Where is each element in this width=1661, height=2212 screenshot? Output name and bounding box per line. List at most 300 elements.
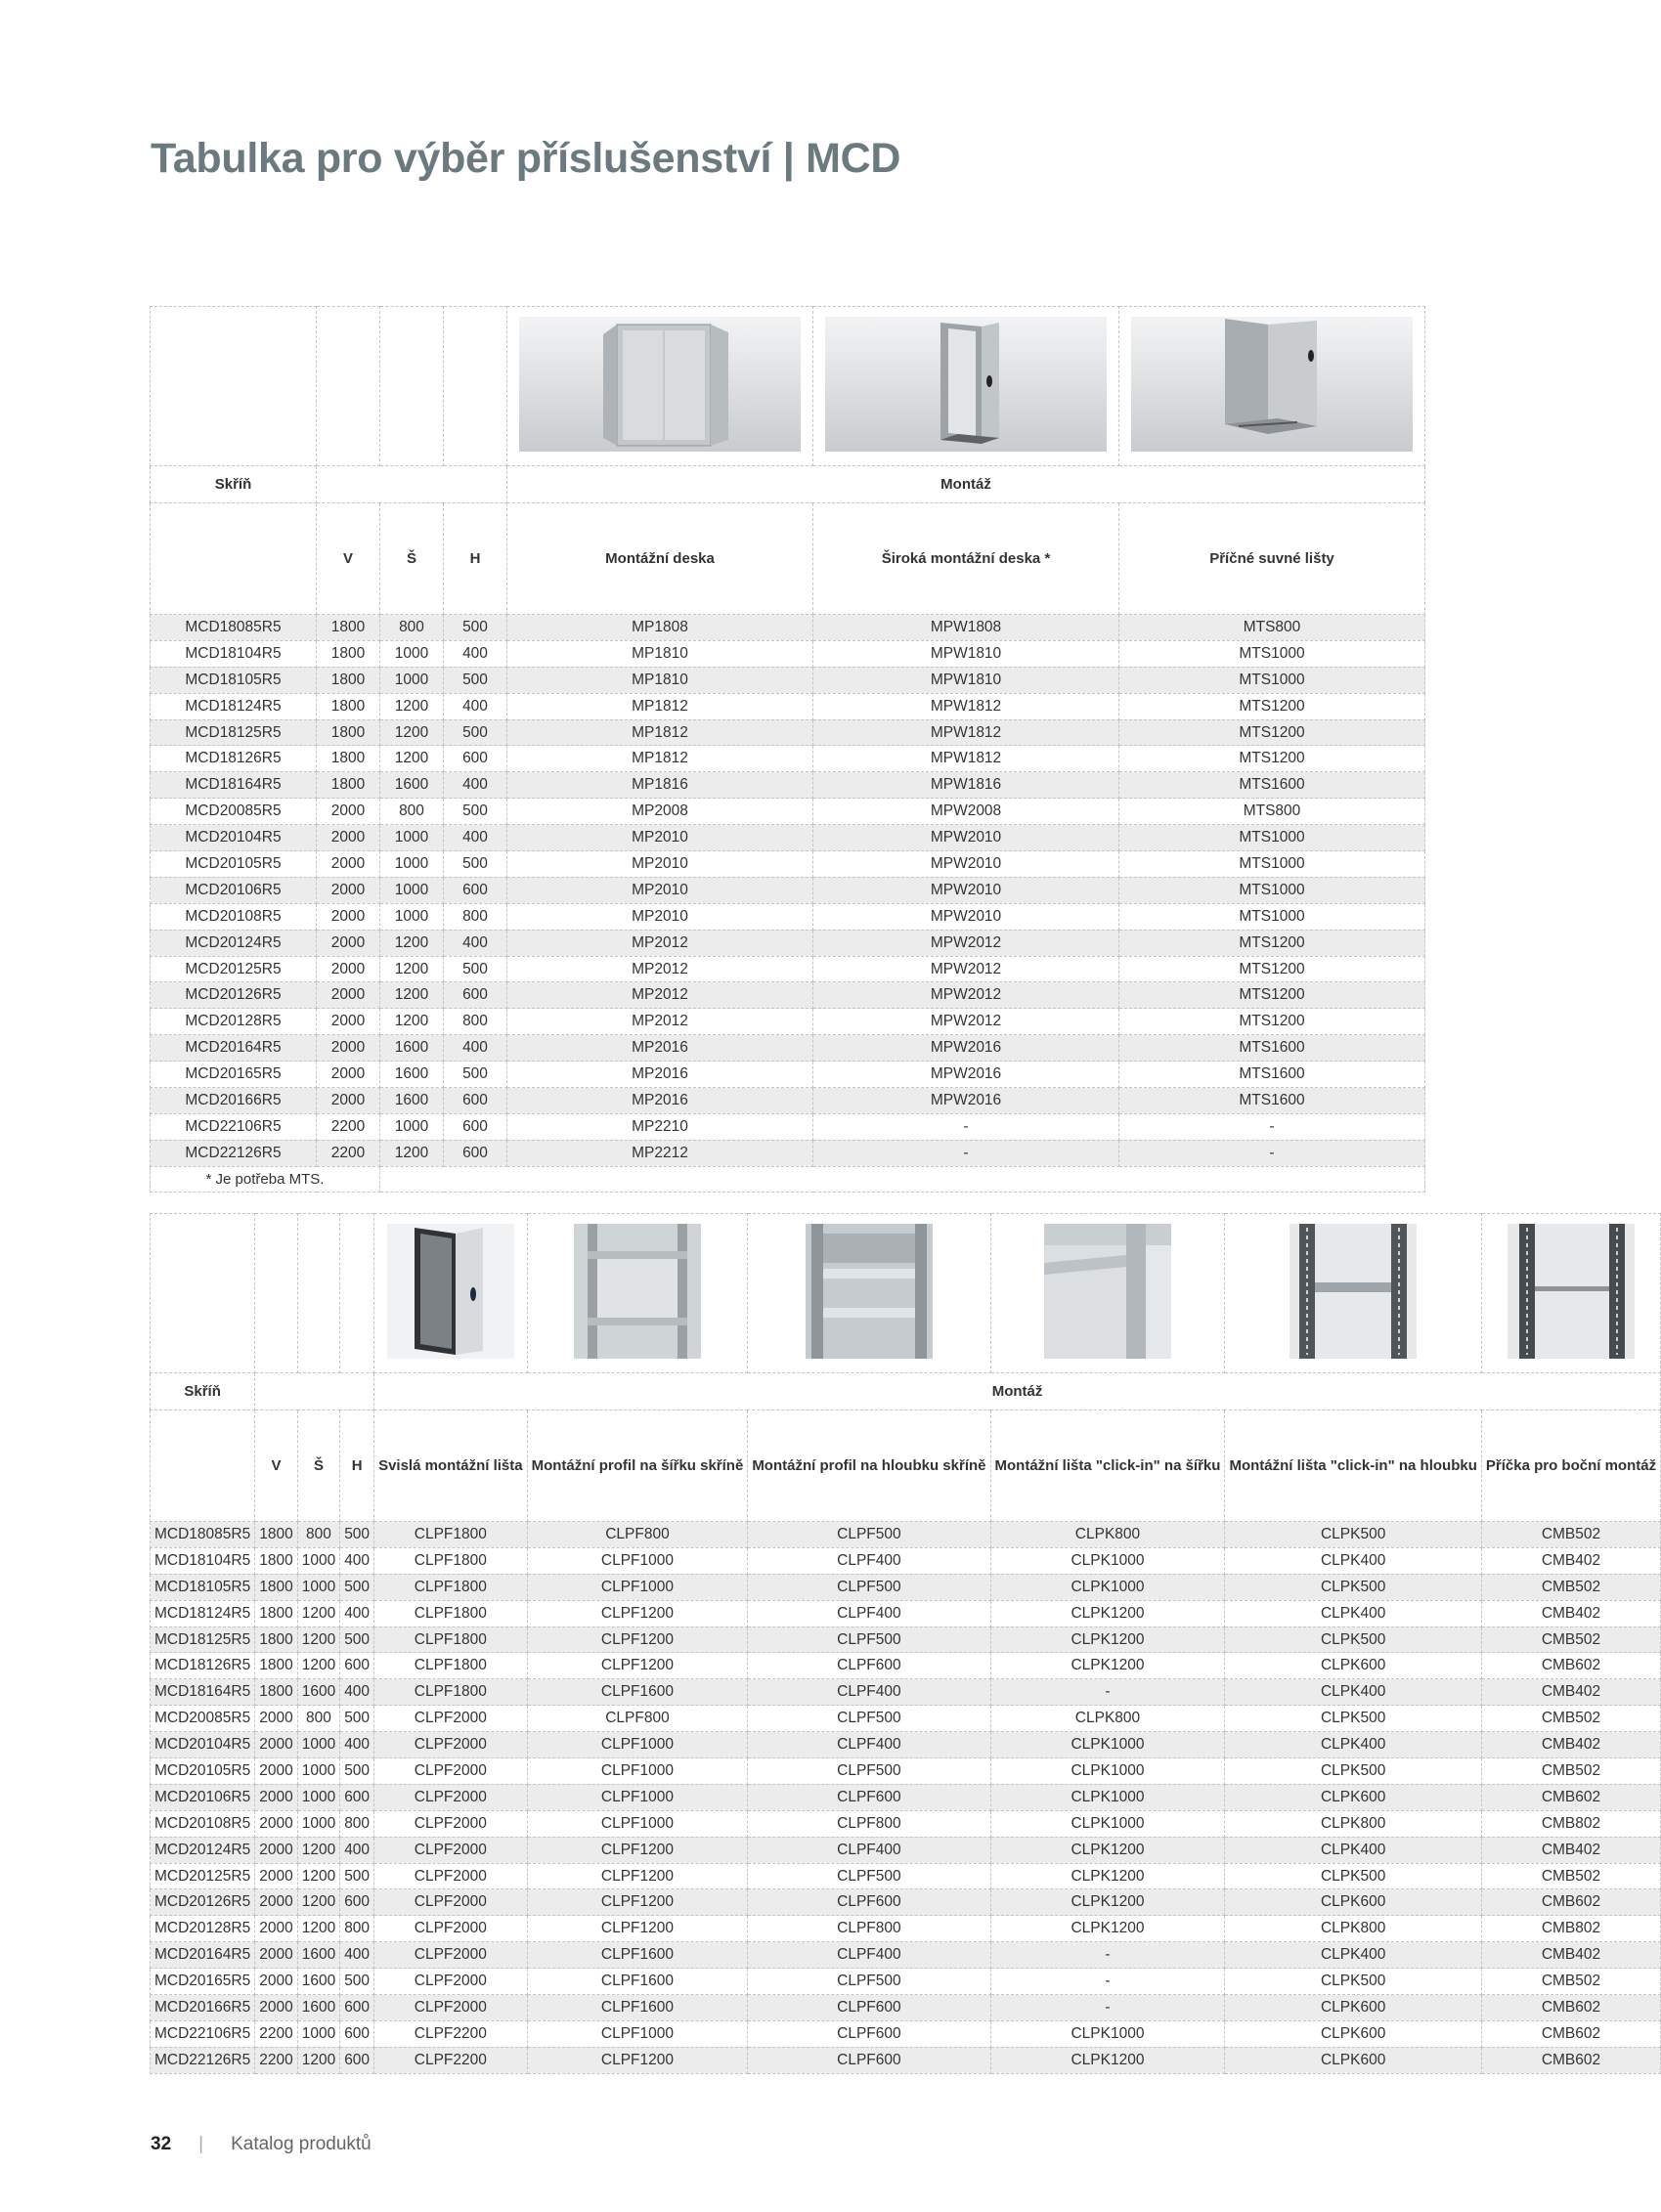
cabinet-code-cell: MCD18085R5 xyxy=(151,1522,255,1548)
click-in-depth-photo xyxy=(1289,1224,1417,1359)
table-cell: CLPF400 xyxy=(748,1732,990,1758)
table-row xyxy=(151,956,1425,982)
table-cell: CLPF2000 xyxy=(374,1995,528,2021)
cabinet-code-cell: MCD18164R5 xyxy=(151,1679,255,1706)
col-header-h: H xyxy=(340,1410,374,1522)
table-row xyxy=(151,1916,1661,1942)
table-cell: CMB602 xyxy=(1481,1653,1660,1679)
table-cell: 500 xyxy=(340,1626,374,1653)
table-cell: MTS1600 xyxy=(1119,1062,1425,1088)
table-cell: CLPF2000 xyxy=(374,1916,528,1942)
table-row xyxy=(151,746,1425,772)
table-cell: CMB502 xyxy=(1481,1969,1660,1995)
table-cell: 1800 xyxy=(255,1600,297,1626)
table-cell: 1200 xyxy=(297,1863,339,1889)
group-header-mounting: Montáž xyxy=(507,466,1425,503)
cabinet-code-cell: MCD18105R5 xyxy=(151,1574,255,1600)
table-cell: CLPK1000 xyxy=(990,1732,1225,1758)
table-cell: 500 xyxy=(340,1758,374,1785)
table-cell: 800 xyxy=(444,903,507,930)
table-cell: 1800 xyxy=(255,1522,297,1548)
cabinet-code-cell: MCD20128R5 xyxy=(151,1009,317,1035)
table-cell: CLPK500 xyxy=(1225,1574,1481,1600)
table-cell: CLPF1000 xyxy=(527,1547,748,1574)
table-cell: CLPF1200 xyxy=(527,1600,748,1626)
table-cell: 2000 xyxy=(255,1758,297,1785)
table-cell: MTS1000 xyxy=(1119,851,1425,878)
table-cell: 1800 xyxy=(317,640,380,667)
table-cell: - xyxy=(1119,1140,1425,1166)
page-title: Tabulka pro výběr příslušenství | MCD xyxy=(151,135,901,182)
table-cell: 2000 xyxy=(317,982,380,1009)
table-cell: 2000 xyxy=(255,1706,297,1732)
table-cell: 500 xyxy=(444,799,507,825)
table-cell: CLPF600 xyxy=(748,1653,990,1679)
table-cell: 400 xyxy=(444,640,507,667)
table-cell: 1000 xyxy=(297,2020,339,2047)
group-header-row xyxy=(151,466,1425,503)
table-cell: 1000 xyxy=(380,667,444,693)
group-header-mounting: Montáž xyxy=(374,1373,1661,1410)
table-cell: 500 xyxy=(340,1863,374,1889)
table-cell: 800 xyxy=(340,1810,374,1837)
table-cell: 1600 xyxy=(297,1679,339,1706)
table-cell: 1800 xyxy=(317,772,380,799)
table-cell: CLPK1200 xyxy=(990,1626,1225,1653)
table-cell: 2000 xyxy=(317,799,380,825)
cabinet-code-cell: MCD20085R5 xyxy=(151,799,317,825)
table-cell: CLPF400 xyxy=(748,1679,990,1706)
table-cell: CLPK500 xyxy=(1225,1758,1481,1785)
table-cell: 1000 xyxy=(380,877,444,903)
table-cell: 400 xyxy=(444,825,507,851)
table-cell: MP1810 xyxy=(507,640,813,667)
cabinet-code-cell: MCD18104R5 xyxy=(151,640,317,667)
table-cell: MTS1200 xyxy=(1119,746,1425,772)
table-cell: 2000 xyxy=(317,851,380,878)
table-cell: 600 xyxy=(340,1653,374,1679)
table-cell: MP2008 xyxy=(507,799,813,825)
table-cell: MTS1200 xyxy=(1119,719,1425,746)
table-cell: 600 xyxy=(444,982,507,1009)
table-cell: 600 xyxy=(340,1784,374,1810)
table-cell: CLPK400 xyxy=(1225,1547,1481,1574)
table-cell: 800 xyxy=(297,1522,339,1548)
table-cell: CLPK1200 xyxy=(990,1889,1225,1916)
table-cell: CLPF1800 xyxy=(374,1679,528,1706)
table-row xyxy=(151,1574,1661,1600)
table-cell: CLPF2000 xyxy=(374,1732,528,1758)
image-row xyxy=(151,1214,1661,1373)
table-cell: MPW2012 xyxy=(813,930,1119,956)
table-cell: MTS1600 xyxy=(1119,1088,1425,1114)
table-cell: 600 xyxy=(340,1995,374,2021)
table-cell: - xyxy=(813,1140,1119,1166)
table-cell: - xyxy=(990,1679,1225,1706)
table-cell: 500 xyxy=(444,667,507,693)
table-row xyxy=(151,851,1425,878)
table-cell: CLPF2000 xyxy=(374,1969,528,1995)
table-cell: 1200 xyxy=(297,1837,339,1863)
cabinet-code-cell: MCD20085R5 xyxy=(151,1706,255,1732)
table-cell: 2200 xyxy=(317,1140,380,1166)
table-cell: CLPF1200 xyxy=(527,1653,748,1679)
col-header-click-in-width: Montážní lišta "click-in" na šířku xyxy=(990,1410,1225,1522)
table-cell: 2200 xyxy=(255,2020,297,2047)
table-cell: CLPK1200 xyxy=(990,1863,1225,1889)
table-cell: CMB802 xyxy=(1481,1810,1660,1837)
table-cell: CLPF2000 xyxy=(374,1837,528,1863)
table-cell: CLPF1200 xyxy=(527,1889,748,1916)
cabinet-code-cell: MCD20104R5 xyxy=(151,1732,255,1758)
table-cell: CLPF500 xyxy=(748,1863,990,1889)
table-row xyxy=(151,1863,1661,1889)
table-cell: 1000 xyxy=(297,1574,339,1600)
table-row xyxy=(151,719,1425,746)
table-cell: CLPF400 xyxy=(748,1942,990,1969)
table-cell: MPW2016 xyxy=(813,1062,1119,1088)
table-cell: 1000 xyxy=(380,825,444,851)
table-cell: CLPK1000 xyxy=(990,1810,1225,1837)
table-row xyxy=(151,1784,1661,1810)
table-cell: CMB802 xyxy=(1481,1916,1660,1942)
table-row xyxy=(151,1653,1661,1679)
table-cell: MTS1000 xyxy=(1119,667,1425,693)
table-cell: 1200 xyxy=(380,719,444,746)
table-cell: 1200 xyxy=(380,982,444,1009)
table-cell: 2000 xyxy=(255,1784,297,1810)
table-cell: 1600 xyxy=(297,1942,339,1969)
table-cell: CLPK1200 xyxy=(990,1916,1225,1942)
table-cell: CLPF400 xyxy=(748,1600,990,1626)
table-cell: CLPF2000 xyxy=(374,1758,528,1785)
table-cell: 1200 xyxy=(380,693,444,719)
table-cell: 1000 xyxy=(380,903,444,930)
table-cell: MP2010 xyxy=(507,903,813,930)
table-cell: 1800 xyxy=(255,1547,297,1574)
table-cell: CLPK1200 xyxy=(990,2047,1225,2073)
table-cell: CLPK500 xyxy=(1225,1706,1481,1732)
footnote: * Je potřeba MTS. xyxy=(151,1166,380,1192)
table-cell: MTS1600 xyxy=(1119,1035,1425,1062)
table-cell: 600 xyxy=(444,1088,507,1114)
table-cell: 2000 xyxy=(317,956,380,982)
col-header-depth-profile: Montážní profil na hloubku skříně xyxy=(748,1410,990,1522)
table-cell: 1200 xyxy=(380,956,444,982)
table-cell: MPW2010 xyxy=(813,877,1119,903)
cabinet-code-cell: MCD18126R5 xyxy=(151,1653,255,1679)
cabinet-code-cell: MCD20125R5 xyxy=(151,1863,255,1889)
table-cell: MP1812 xyxy=(507,693,813,719)
table-cell: CLPF500 xyxy=(748,1522,990,1548)
col-header-v: V xyxy=(255,1410,297,1522)
depth-profile-photo xyxy=(806,1224,933,1359)
image-row xyxy=(151,307,1425,466)
table-cell: MPW2016 xyxy=(813,1035,1119,1062)
table-cell: 1800 xyxy=(317,615,380,641)
table-cell: CLPF2000 xyxy=(374,1889,528,1916)
table-cell: 1000 xyxy=(380,851,444,878)
table-cell: MP2210 xyxy=(507,1113,813,1140)
table-cell: CLPF800 xyxy=(748,1810,990,1837)
table-cell: MTS1200 xyxy=(1119,693,1425,719)
table-cell: CLPF1800 xyxy=(374,1522,528,1548)
table-cell: MTS1000 xyxy=(1119,877,1425,903)
page-footer xyxy=(151,2134,372,2155)
table-row xyxy=(151,1088,1425,1114)
table-cell: CLPF1200 xyxy=(527,2047,748,2073)
table-cell: CLPF1200 xyxy=(527,1916,748,1942)
table-cell: 400 xyxy=(340,1732,374,1758)
table-row xyxy=(151,799,1425,825)
table-cell: CLPF1000 xyxy=(527,1784,748,1810)
table-cell: CLPF2000 xyxy=(374,1942,528,1969)
table-cell: CLPF2200 xyxy=(374,2020,528,2047)
table-cell: - xyxy=(813,1113,1119,1140)
cabinet-code-cell: MCD18125R5 xyxy=(151,1626,255,1653)
table-cell: MP2010 xyxy=(507,825,813,851)
table-cell: 2000 xyxy=(317,930,380,956)
table-cell: 1200 xyxy=(297,1916,339,1942)
table-cell: 1800 xyxy=(255,1679,297,1706)
note-row xyxy=(151,1166,1425,1192)
table-cell: MPW2012 xyxy=(813,1009,1119,1035)
table-cell: 1000 xyxy=(297,1547,339,1574)
table-cell: CLPF500 xyxy=(748,1706,990,1732)
cabinet-code-cell: MCD20108R5 xyxy=(151,1810,255,1837)
cabinet-code-cell: MCD20164R5 xyxy=(151,1035,317,1062)
cabinet-code-cell: MCD20125R5 xyxy=(151,956,317,982)
table-cell: MTS1000 xyxy=(1119,825,1425,851)
table-cell: 2000 xyxy=(255,1863,297,1889)
table-cell: 600 xyxy=(444,877,507,903)
table-row xyxy=(151,982,1425,1009)
table-cell: 2000 xyxy=(255,1995,297,2021)
table-cell: CLPF1000 xyxy=(527,1732,748,1758)
table-row xyxy=(151,772,1425,799)
table-cell: 800 xyxy=(380,799,444,825)
table-row xyxy=(151,1706,1661,1732)
table-row xyxy=(151,1626,1661,1653)
table-cell: MP2012 xyxy=(507,930,813,956)
table-cell: MP2012 xyxy=(507,1009,813,1035)
table-cell: MPW1812 xyxy=(813,693,1119,719)
table-row xyxy=(151,693,1425,719)
table-row xyxy=(151,1942,1661,1969)
table-cell: 1800 xyxy=(255,1653,297,1679)
table-cell: CLPF1600 xyxy=(527,1942,748,1969)
table-cell: MP2012 xyxy=(507,982,813,1009)
table-cell: CLPK600 xyxy=(1225,1784,1481,1810)
cabinet-code-cell: MCD20106R5 xyxy=(151,1784,255,1810)
cabinet-code-cell: MCD18104R5 xyxy=(151,1547,255,1574)
cabinet-code-cell: MCD18125R5 xyxy=(151,719,317,746)
table-cell: CLPK400 xyxy=(1225,1732,1481,1758)
table-cell: CMB502 xyxy=(1481,1863,1660,1889)
table-cell: 1200 xyxy=(380,1009,444,1035)
table-cell: CLPK1200 xyxy=(990,1600,1225,1626)
table-cell: CLPK500 xyxy=(1225,1522,1481,1548)
table-cell: CLPF400 xyxy=(748,1547,990,1574)
table-cell: 1600 xyxy=(380,1088,444,1114)
table-cell: 1200 xyxy=(297,2047,339,2073)
table-cell: CMB602 xyxy=(1481,2020,1660,2047)
table-cell: CLPF1000 xyxy=(527,1758,748,1785)
table-cell: CLPK800 xyxy=(990,1522,1225,1548)
cabinet-code-cell: MCD18085R5 xyxy=(151,615,317,641)
vertical-rail-cabinet-photo xyxy=(387,1224,514,1359)
table-cell: 1600 xyxy=(297,1995,339,2021)
table-cell: 600 xyxy=(340,2047,374,2073)
table-row xyxy=(151,877,1425,903)
table-row xyxy=(151,1837,1661,1863)
table-cell: MPW2010 xyxy=(813,903,1119,930)
table-cell: CLPF1800 xyxy=(374,1626,528,1653)
table-cell: 500 xyxy=(444,956,507,982)
table-cell: 400 xyxy=(444,1035,507,1062)
table-cell: 400 xyxy=(340,1547,374,1574)
table-cell: 1800 xyxy=(317,719,380,746)
table-cell: 1600 xyxy=(297,1969,339,1995)
table-row xyxy=(151,1889,1661,1916)
table-cell: 1600 xyxy=(380,772,444,799)
table-cell: 800 xyxy=(380,615,444,641)
col-header-h: H xyxy=(444,503,507,615)
table-cell: CLPF1200 xyxy=(527,1626,748,1653)
table-cell: MPW2010 xyxy=(813,825,1119,851)
cabinet-code-cell: MCD18124R5 xyxy=(151,1600,255,1626)
table-cell: CLPF600 xyxy=(748,1995,990,2021)
cabinet-code-cell: MCD20166R5 xyxy=(151,1088,317,1114)
table-cell: MPW2008 xyxy=(813,799,1119,825)
table-cell: MP2010 xyxy=(507,877,813,903)
table-cell: 2200 xyxy=(255,2047,297,2073)
table-row xyxy=(151,1995,1661,2021)
table-cell: 1000 xyxy=(380,1113,444,1140)
table-cell: 1200 xyxy=(297,1889,339,1916)
table-cell: CLPK500 xyxy=(1225,1626,1481,1653)
group-header-row xyxy=(151,1373,1661,1410)
cabinet-code-cell: MCD18164R5 xyxy=(151,772,317,799)
table-cell: CLPF1000 xyxy=(527,1574,748,1600)
table-cell: 1800 xyxy=(317,667,380,693)
cabinet-code-cell: MCD20126R5 xyxy=(151,1889,255,1916)
table-row xyxy=(151,930,1425,956)
cabinet-code-cell: MCD20105R5 xyxy=(151,851,317,878)
table-cell: MPW1810 xyxy=(813,667,1119,693)
table-cell: 2000 xyxy=(255,1732,297,1758)
table-cell: CLPF1600 xyxy=(527,1679,748,1706)
table-cell: CLPF2000 xyxy=(374,1706,528,1732)
table-cell: 1200 xyxy=(297,1626,339,1653)
table-cell: CLPK600 xyxy=(1225,2047,1481,2073)
table-cell: 400 xyxy=(444,930,507,956)
table-cell: 500 xyxy=(340,1706,374,1732)
table-cell: CLPK600 xyxy=(1225,1653,1481,1679)
table-cell: 2000 xyxy=(255,1916,297,1942)
table-cell: CMB402 xyxy=(1481,1942,1660,1969)
table-cell: 800 xyxy=(444,1009,507,1035)
table-cell: 600 xyxy=(444,1113,507,1140)
table-cell: CLPF500 xyxy=(748,1969,990,1995)
table-cell: MTS1600 xyxy=(1119,772,1425,799)
table-cell: MP1816 xyxy=(507,772,813,799)
table-cell: MPW1808 xyxy=(813,615,1119,641)
table-row xyxy=(151,1810,1661,1837)
col-header-side-crossbar: Příčka pro boční montáž xyxy=(1481,1410,1660,1522)
table-cell: CMB502 xyxy=(1481,1574,1660,1600)
table-cell: CLPF600 xyxy=(748,2020,990,2047)
table-cell: CLPK400 xyxy=(1225,1600,1481,1626)
page-number: 32 xyxy=(151,2134,172,2154)
table-cell: CLPF500 xyxy=(748,1574,990,1600)
table-cell: CLPK1000 xyxy=(990,1758,1225,1785)
table-cell: CLPK1000 xyxy=(990,1547,1225,1574)
table-cell: CMB602 xyxy=(1481,2047,1660,2073)
table-row xyxy=(151,1522,1661,1548)
cabinet-sliding-rails-photo xyxy=(1131,317,1413,452)
table-cell: 2200 xyxy=(317,1113,380,1140)
table-cell: MTS1200 xyxy=(1119,930,1425,956)
cabinet-code-cell: MCD22126R5 xyxy=(151,1140,317,1166)
table-cell: MTS1200 xyxy=(1119,956,1425,982)
cabinet-code-cell: MCD20165R5 xyxy=(151,1062,317,1088)
group-header-cabinet: Skříň xyxy=(151,1373,255,1410)
table-cell: CLPF2000 xyxy=(374,1784,528,1810)
table-row xyxy=(151,1113,1425,1140)
table-cell: 400 xyxy=(444,693,507,719)
table-cell: MTS1000 xyxy=(1119,903,1425,930)
table-cell: - xyxy=(990,1969,1225,1995)
table-row xyxy=(151,903,1425,930)
column-header-row xyxy=(151,503,1425,615)
table-row xyxy=(151,1062,1425,1088)
cabinet-code-cell: MCD20124R5 xyxy=(151,930,317,956)
table-cell: CLPF1000 xyxy=(527,2020,748,2047)
cabinet-wide-frame-photo xyxy=(825,317,1107,452)
cabinet-code-cell: MCD20165R5 xyxy=(151,1969,255,1995)
table-cell: 500 xyxy=(340,1522,374,1548)
table-row xyxy=(151,1969,1661,1995)
table-cell: CMB602 xyxy=(1481,1995,1660,2021)
catalog-name: Katalog produktů xyxy=(231,2134,372,2154)
table-cell: MP2016 xyxy=(507,1088,813,1114)
table-cell: MPW1812 xyxy=(813,719,1119,746)
table-cell: CLPF2000 xyxy=(374,1863,528,1889)
table-cell: CLPK1200 xyxy=(990,1653,1225,1679)
table-cell: 1200 xyxy=(380,746,444,772)
table-cell: CLPK1200 xyxy=(990,1837,1225,1863)
cabinet-code-cell: MCD20128R5 xyxy=(151,1916,255,1942)
table-cell: CMB402 xyxy=(1481,1600,1660,1626)
table-cell: MP2212 xyxy=(507,1140,813,1166)
table-row xyxy=(151,1679,1661,1706)
accessory-table-mounting-plates xyxy=(150,306,1425,1193)
table-cell: CLPF800 xyxy=(527,1706,748,1732)
table-cell: 500 xyxy=(340,1969,374,1995)
table-cell: 1200 xyxy=(380,1140,444,1166)
table-cell: CLPF500 xyxy=(748,1626,990,1653)
table-cell: MPW2012 xyxy=(813,956,1119,982)
table-cell: CLPF800 xyxy=(527,1522,748,1548)
table-cell: CLPF600 xyxy=(748,1889,990,1916)
cabinet-code-cell: MCD20108R5 xyxy=(151,903,317,930)
table-cell: CLPF1800 xyxy=(374,1574,528,1600)
table-cell: 2000 xyxy=(317,1088,380,1114)
table-row xyxy=(151,1140,1425,1166)
table-row xyxy=(151,667,1425,693)
table-cell: 2000 xyxy=(317,1009,380,1035)
